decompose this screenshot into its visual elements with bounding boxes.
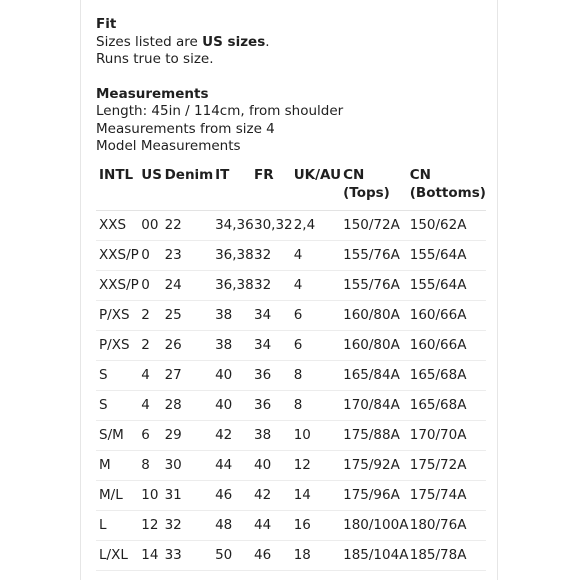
cell-cn-bottoms: 155/64A [409, 277, 467, 293]
cell-denim: 30 [164, 457, 182, 473]
cell-uk-au: 10 [293, 427, 311, 443]
cell-it: 40 [215, 397, 233, 413]
size-chart-table [96, 159, 486, 571]
cell-denim: 29 [164, 427, 182, 443]
cell-intl: XXS/P [99, 247, 139, 263]
cell-uk-au: 8 [293, 367, 303, 383]
cell-denim: 27 [164, 367, 182, 383]
cell-fr: 42 [253, 487, 272, 503]
header-fr: FR [253, 167, 274, 183]
cell-uk-au: 14 [293, 487, 311, 503]
cell-us: 12 [141, 517, 159, 533]
cell-intl: M/L [99, 487, 123, 503]
header-cn-bottoms: CN (Bottoms) [409, 167, 486, 201]
cell-intl: L [99, 517, 107, 533]
cell-us: 14 [141, 547, 159, 563]
cell-denim: 31 [164, 487, 182, 503]
size-chart-header [96, 159, 486, 210]
cell-fr: 44 [253, 517, 272, 533]
cell-it: 36,38 [215, 247, 254, 263]
cell-us: 4 [141, 397, 150, 413]
header-row [96, 159, 486, 210]
header-intl: INTL [99, 167, 134, 183]
cell-denim: 24 [164, 277, 182, 293]
cell-uk-au: 6 [293, 307, 303, 323]
cell-cn-tops: 185/104A [343, 547, 409, 563]
cell-denim: 25 [164, 307, 182, 323]
cell-cn-tops: 175/92A [343, 457, 400, 473]
cell-cn-tops: 155/76A [343, 277, 400, 293]
cell-it: 40 [215, 367, 233, 383]
cell-uk-au: 2,4 [293, 217, 316, 233]
cell-us: 0 [141, 247, 150, 263]
measurements-title: Measurements [96, 85, 209, 102]
cell-it: 44 [215, 457, 233, 473]
cell-cn-bottoms: 160/66A [409, 307, 467, 323]
cell-cn-bottoms: 170/70A [409, 427, 467, 443]
cell-fr: 40 [253, 457, 272, 473]
cell-cn-bottoms: 165/68A [409, 367, 467, 383]
cell-intl: S/M [99, 427, 124, 443]
table-row [96, 270, 486, 300]
length-note: Length: 45in / 114cm, from shoulder [96, 103, 344, 119]
sizes-note-bold: US sizes [202, 33, 266, 50]
table-row [96, 480, 486, 510]
table-row [96, 360, 486, 390]
table-row [96, 330, 486, 360]
table-row [96, 450, 486, 480]
measurement-size-note: Measurements from size 4 [96, 120, 275, 137]
runs-note: Runs true to size. [96, 51, 214, 67]
cell-uk-au: 4 [293, 277, 303, 293]
cell-intl: XXS/P [99, 277, 139, 293]
cell-it: 46 [215, 487, 233, 503]
cell-cn-tops: 165/84A [343, 367, 400, 383]
cell-cn-bottoms: 185/78A [409, 547, 467, 563]
cell-it: 38 [215, 337, 233, 353]
cell-denim: 33 [164, 547, 182, 563]
cell-fr: 38 [253, 427, 272, 443]
cell-cn-bottoms: 160/66A [409, 337, 467, 353]
header-us: US [141, 167, 162, 183]
cell-us: 4 [141, 367, 150, 383]
cell-uk-au: 16 [293, 517, 311, 533]
cell-uk-au: 4 [293, 247, 303, 263]
cell-denim: 32 [164, 517, 182, 533]
cell-cn-bottoms: 165/68A [409, 397, 467, 413]
cell-fr: 30,32 [253, 217, 293, 233]
cell-cn-tops: 155/76A [343, 247, 400, 263]
cell-denim: 22 [164, 217, 182, 233]
table-row [96, 390, 486, 420]
cell-us: 2 [141, 337, 150, 353]
sizes-note-prefix: Sizes listed are [96, 33, 203, 50]
cell-cn-tops: 160/80A [343, 337, 400, 353]
table-row [96, 300, 486, 330]
cell-it: 42 [215, 427, 233, 443]
table-row [96, 240, 486, 270]
table-row [96, 540, 486, 570]
sizes-note [96, 34, 486, 52]
cell-cn-tops: 150/72A [343, 217, 400, 233]
cell-us: 00 [141, 217, 159, 233]
section-spacer [96, 69, 486, 86]
cell-it: 36,38 [215, 277, 254, 293]
cell-intl: XXS [99, 217, 127, 233]
cell-intl: P/XS [99, 307, 130, 323]
header-cn-tops: CN (Tops) [343, 167, 390, 201]
cell-cn-bottoms: 175/74A [409, 487, 467, 503]
cell-cn-tops: 175/96A [343, 487, 400, 503]
cell-it: 38 [215, 307, 233, 323]
cell-us: 6 [141, 427, 150, 443]
cell-intl: L/XL [99, 547, 128, 563]
cell-uk-au: 6 [293, 337, 303, 353]
cell-it: 34,36 [215, 217, 254, 233]
cell-intl: M [99, 457, 111, 473]
cell-uk-au: 12 [293, 457, 311, 473]
cell-cn-tops: 180/100A [343, 517, 409, 533]
cell-uk-au: 8 [293, 397, 303, 413]
cell-cn-bottoms: 155/64A [409, 247, 467, 263]
table-row [96, 510, 486, 540]
cell-us: 2 [141, 307, 150, 323]
cell-intl: P/XS [99, 337, 130, 353]
header-it: IT [215, 167, 230, 183]
cell-cn-bottoms: 175/72A [409, 457, 467, 473]
cell-cn-tops: 170/84A [343, 397, 400, 413]
cell-us: 8 [141, 457, 150, 473]
cell-it: 48 [215, 517, 233, 533]
measurements-section [96, 86, 486, 156]
size-guide-content [96, 16, 486, 156]
cell-fr: 34 [253, 337, 272, 353]
cell-cn-tops: 175/88A [343, 427, 400, 443]
cell-fr: 36 [253, 397, 272, 413]
cell-denim: 28 [164, 397, 182, 413]
cell-denim: 23 [164, 247, 182, 263]
cell-cn-bottoms: 150/62A [409, 217, 467, 233]
cell-cn-bottoms: 180/76A [409, 517, 467, 533]
cell-intl: S [99, 397, 108, 413]
cell-fr: 32 [253, 277, 272, 293]
size-chart-body [96, 210, 486, 570]
cell-fr: 46 [253, 547, 272, 563]
cell-denim: 26 [164, 337, 182, 353]
cell-intl: S [99, 367, 108, 383]
cell-fr: 32 [253, 247, 272, 263]
model-measurements-label: Model Measurements [96, 138, 241, 154]
cell-uk-au: 18 [293, 547, 311, 563]
sizes-note-suffix: . [265, 33, 270, 50]
cell-it: 50 [215, 547, 233, 563]
header-uk-au: UK/AU [293, 167, 342, 183]
cell-fr: 36 [253, 367, 272, 383]
cell-us: 0 [141, 277, 150, 293]
header-denim: Denim [164, 167, 214, 183]
table-row [96, 420, 486, 450]
cell-us: 10 [141, 487, 159, 503]
fit-section [96, 16, 486, 69]
cell-fr: 34 [253, 307, 272, 323]
fit-title: Fit [96, 16, 117, 32]
table-row [96, 210, 486, 240]
cell-cn-tops: 160/80A [343, 307, 400, 323]
